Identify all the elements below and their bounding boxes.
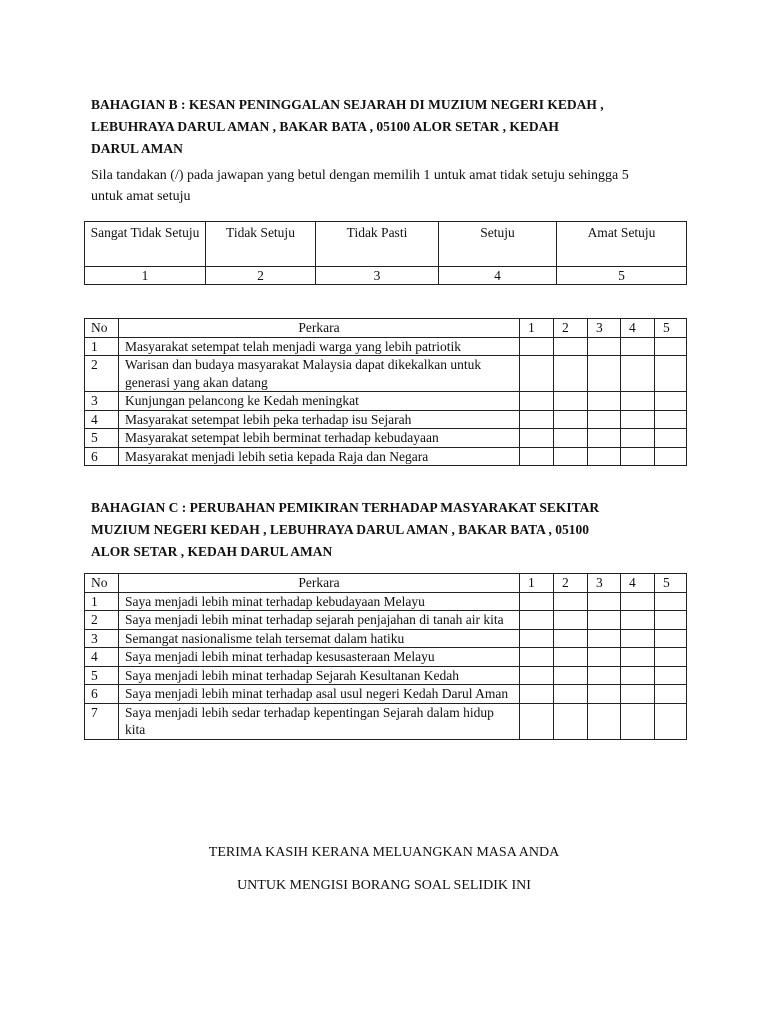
- table-row: [85, 611, 687, 630]
- rating-cell-4[interactable]: [621, 447, 655, 466]
- rating-cell-1[interactable]: [520, 648, 554, 667]
- col-header-no: No: [85, 574, 119, 593]
- row-statement: Semangat nasionalisme telah tersemat dalam hatiku: [119, 629, 520, 648]
- rating-cell-4[interactable]: [621, 592, 655, 611]
- rating-cell-1[interactable]: [520, 447, 554, 466]
- instruction-line: Sila tandakan (/) pada jawapan yang betul dengan memilih 1 untuk amat tidak setuju sehingga 5: [91, 168, 629, 183]
- table-row: [85, 356, 687, 392]
- section-c-heading: [91, 497, 691, 563]
- scale-label-1: Sangat Tidak Setuju: [85, 222, 206, 267]
- rating-cell-2[interactable]: [554, 648, 588, 667]
- rating-cell-2[interactable]: [554, 410, 588, 429]
- row-statement: Saya menjadi lebih minat terhadap sejarah penjajahan di tanah air kita: [119, 611, 520, 630]
- rating-cell-4[interactable]: [621, 337, 655, 356]
- rating-cell-3[interactable]: [588, 629, 621, 648]
- rating-cell-1[interactable]: [520, 392, 554, 411]
- rating-cell-2[interactable]: [554, 392, 588, 411]
- row-number: 6: [85, 447, 119, 466]
- rating-cell-5[interactable]: [655, 685, 687, 704]
- rating-cell-4[interactable]: [621, 611, 655, 630]
- rating-cell-4[interactable]: [621, 629, 655, 648]
- col-header-rating-5: 5: [655, 319, 687, 338]
- rating-cell-1[interactable]: [520, 703, 554, 739]
- row-number: 5: [85, 429, 119, 448]
- table-row: [85, 648, 687, 667]
- table-header-row: [85, 319, 687, 338]
- col-header-rating-2: 2: [554, 574, 588, 593]
- section-b-heading-line: LEBUHRAYA DARUL AMAN , BAKAR BATA , 05100 ALOR SETAR , KEDAH: [91, 119, 559, 134]
- table-row: [85, 392, 687, 411]
- row-number: 2: [85, 356, 119, 392]
- scale-label-2: Tidak Setuju: [206, 222, 316, 267]
- rating-cell-3[interactable]: [588, 703, 621, 739]
- scale-label-4: Setuju: [439, 222, 557, 267]
- col-header-rating-5: 5: [655, 574, 687, 593]
- col-header-rating-3: 3: [588, 574, 621, 593]
- col-header-item: Perkara: [119, 574, 520, 593]
- rating-cell-2[interactable]: [554, 666, 588, 685]
- col-header-rating-3: 3: [588, 319, 621, 338]
- row-number: 5: [85, 666, 119, 685]
- rating-cell-3[interactable]: [588, 337, 621, 356]
- table-row: [85, 592, 687, 611]
- rating-cell-5[interactable]: [655, 703, 687, 739]
- scale-value-2: 2: [206, 267, 316, 285]
- rating-cell-2[interactable]: [554, 447, 588, 466]
- section-c-heading-line: MUZIUM NEGERI KEDAH , LEBUHRAYA DARUL AMAN , BAKAR BATA , 05100: [91, 522, 590, 537]
- col-header-rating-2: 2: [554, 319, 588, 338]
- rating-cell-5[interactable]: [655, 666, 687, 685]
- rating-cell-4[interactable]: [621, 703, 655, 739]
- table-row: [85, 429, 687, 448]
- rating-cell-3[interactable]: [588, 447, 621, 466]
- rating-cell-4[interactable]: [621, 685, 655, 704]
- row-statement: Masyarakat setempat lebih peka terhadap isu Sejarah: [119, 410, 520, 429]
- row-number: 4: [85, 410, 119, 429]
- rating-cell-3[interactable]: [588, 392, 621, 411]
- row-statement: Masyarakat menjadi lebih setia kepada Raja dan Negara: [119, 447, 520, 466]
- table-row: [85, 629, 687, 648]
- rating-cell-3[interactable]: [588, 666, 621, 685]
- rating-cell-4[interactable]: [621, 410, 655, 429]
- col-header-rating-4: 4: [621, 319, 655, 338]
- row-number: 6: [85, 685, 119, 704]
- row-number: 4: [85, 648, 119, 667]
- col-header-rating-1: 1: [520, 574, 554, 593]
- rating-cell-2[interactable]: [554, 356, 588, 392]
- rating-cell-2[interactable]: [554, 629, 588, 648]
- section-b-question-table: [84, 318, 687, 466]
- row-number: 3: [85, 629, 119, 648]
- instruction-line: untuk amat setuju: [91, 189, 191, 204]
- rating-cell-1[interactable]: [520, 592, 554, 611]
- instruction-text: [91, 165, 691, 207]
- rating-cell-5[interactable]: [655, 410, 687, 429]
- rating-cell-1[interactable]: [520, 410, 554, 429]
- row-statement: Masyarakat setempat lebih berminat terhadap kebudayaan: [119, 429, 520, 448]
- rating-cell-4[interactable]: [621, 356, 655, 392]
- rating-cell-2[interactable]: [554, 685, 588, 704]
- rating-cell-5[interactable]: [655, 648, 687, 667]
- row-number: 1: [85, 592, 119, 611]
- table-row: [85, 666, 687, 685]
- col-header-rating-4: 4: [621, 574, 655, 593]
- col-header-no: No: [85, 319, 119, 338]
- scale-value-3: 3: [316, 267, 439, 285]
- rating-cell-1[interactable]: [520, 685, 554, 704]
- scale-label-3: Tidak Pasti: [316, 222, 439, 267]
- rating-cell-3[interactable]: [588, 410, 621, 429]
- rating-cell-1[interactable]: [520, 629, 554, 648]
- rating-cell-5[interactable]: [655, 392, 687, 411]
- col-header-item: Perkara: [119, 319, 520, 338]
- section-b-heading-line: BAHAGIAN B : KESAN PENINGGALAN SEJARAH DI MUZIUM NEGERI KEDAH ,: [91, 97, 604, 112]
- section-c-heading-line: ALOR SETAR , KEDAH DARUL AMAN: [91, 544, 333, 559]
- row-statement: Kunjungan pelancong ke Kedah meningkat: [119, 392, 520, 411]
- rating-cell-5[interactable]: [655, 592, 687, 611]
- table-row: [85, 410, 687, 429]
- rating-cell-3[interactable]: [588, 611, 621, 630]
- rating-cell-5[interactable]: [655, 356, 687, 392]
- row-statement: Saya menjadi lebih minat terhadap kebudayaan Melayu: [119, 592, 520, 611]
- section-b-heading: [91, 94, 691, 160]
- row-number: 7: [85, 703, 119, 739]
- table-row: [85, 337, 687, 356]
- rating-cell-1[interactable]: [520, 356, 554, 392]
- row-number: 2: [85, 611, 119, 630]
- rating-cell-4[interactable]: [621, 666, 655, 685]
- row-number: 1: [85, 337, 119, 356]
- rating-cell-5[interactable]: [655, 629, 687, 648]
- scale-value-4: 4: [439, 267, 557, 285]
- row-statement: Saya menjadi lebih minat terhadap kesusasteraan Melayu: [119, 648, 520, 667]
- rating-cell-5[interactable]: [655, 429, 687, 448]
- scale-label-5: Amat Setuju: [557, 222, 687, 267]
- rating-cell-3[interactable]: [588, 356, 621, 392]
- rating-cell-5[interactable]: [655, 611, 687, 630]
- rating-cell-3[interactable]: [588, 429, 621, 448]
- row-statement: Saya menjadi lebih minat terhadap asal usul negeri Kedah Darul Aman: [119, 685, 520, 704]
- rating-cell-4[interactable]: [621, 429, 655, 448]
- rating-cell-2[interactable]: [554, 592, 588, 611]
- rating-cell-5[interactable]: [655, 337, 687, 356]
- rating-cell-1[interactable]: [520, 666, 554, 685]
- scale-value-1: 1: [85, 267, 206, 285]
- section-c-question-table: [84, 573, 687, 740]
- row-number: 3: [85, 392, 119, 411]
- table-row: [85, 685, 687, 704]
- rating-cell-3[interactable]: [588, 685, 621, 704]
- closing-line-2: UNTUK MENGISI BORANG SOAL SELIDIK INI: [237, 878, 531, 893]
- col-header-rating-1: 1: [520, 319, 554, 338]
- rating-cell-2[interactable]: [554, 337, 588, 356]
- table-row: [85, 703, 687, 739]
- rating-cell-4[interactable]: [621, 648, 655, 667]
- scale-value-5: 5: [557, 267, 687, 285]
- rating-cell-5[interactable]: [655, 447, 687, 466]
- rating-cell-1[interactable]: [520, 337, 554, 356]
- rating-cell-2[interactable]: [554, 611, 588, 630]
- rating-scale-table: [84, 221, 687, 285]
- row-statement: Masyarakat setempat telah menjadi warga yang lebih patriotik: [119, 337, 520, 356]
- rating-cell-3[interactable]: [588, 648, 621, 667]
- rating-cell-2[interactable]: [554, 429, 588, 448]
- table-row: [85, 447, 687, 466]
- row-statement: Warisan dan budaya masyarakat Malaysia dapat dikekalkan untuk generasi yang akan datang: [119, 356, 520, 392]
- rating-cell-3[interactable]: [588, 592, 621, 611]
- row-statement: Saya menjadi lebih sedar terhadap kepentingan Sejarah dalam hidup kita: [119, 703, 520, 739]
- closing-line-1: TERIMA KASIH KERANA MELUANGKAN MASA ANDA: [208, 845, 560, 860]
- rating-cell-4[interactable]: [621, 392, 655, 411]
- section-b-heading-line: DARUL AMAN: [91, 141, 183, 156]
- row-statement: Saya menjadi lebih minat terhadap Sejarah Kesultanan Kedah: [119, 666, 520, 685]
- section-c-heading-line: BAHAGIAN C : PERUBAHAN PEMIKIRAN TERHADAP MASYARAKAT SEKITAR: [91, 500, 600, 515]
- table-header-row: [85, 574, 687, 593]
- rating-cell-1[interactable]: [520, 429, 554, 448]
- rating-cell-1[interactable]: [520, 611, 554, 630]
- rating-cell-2[interactable]: [554, 703, 588, 739]
